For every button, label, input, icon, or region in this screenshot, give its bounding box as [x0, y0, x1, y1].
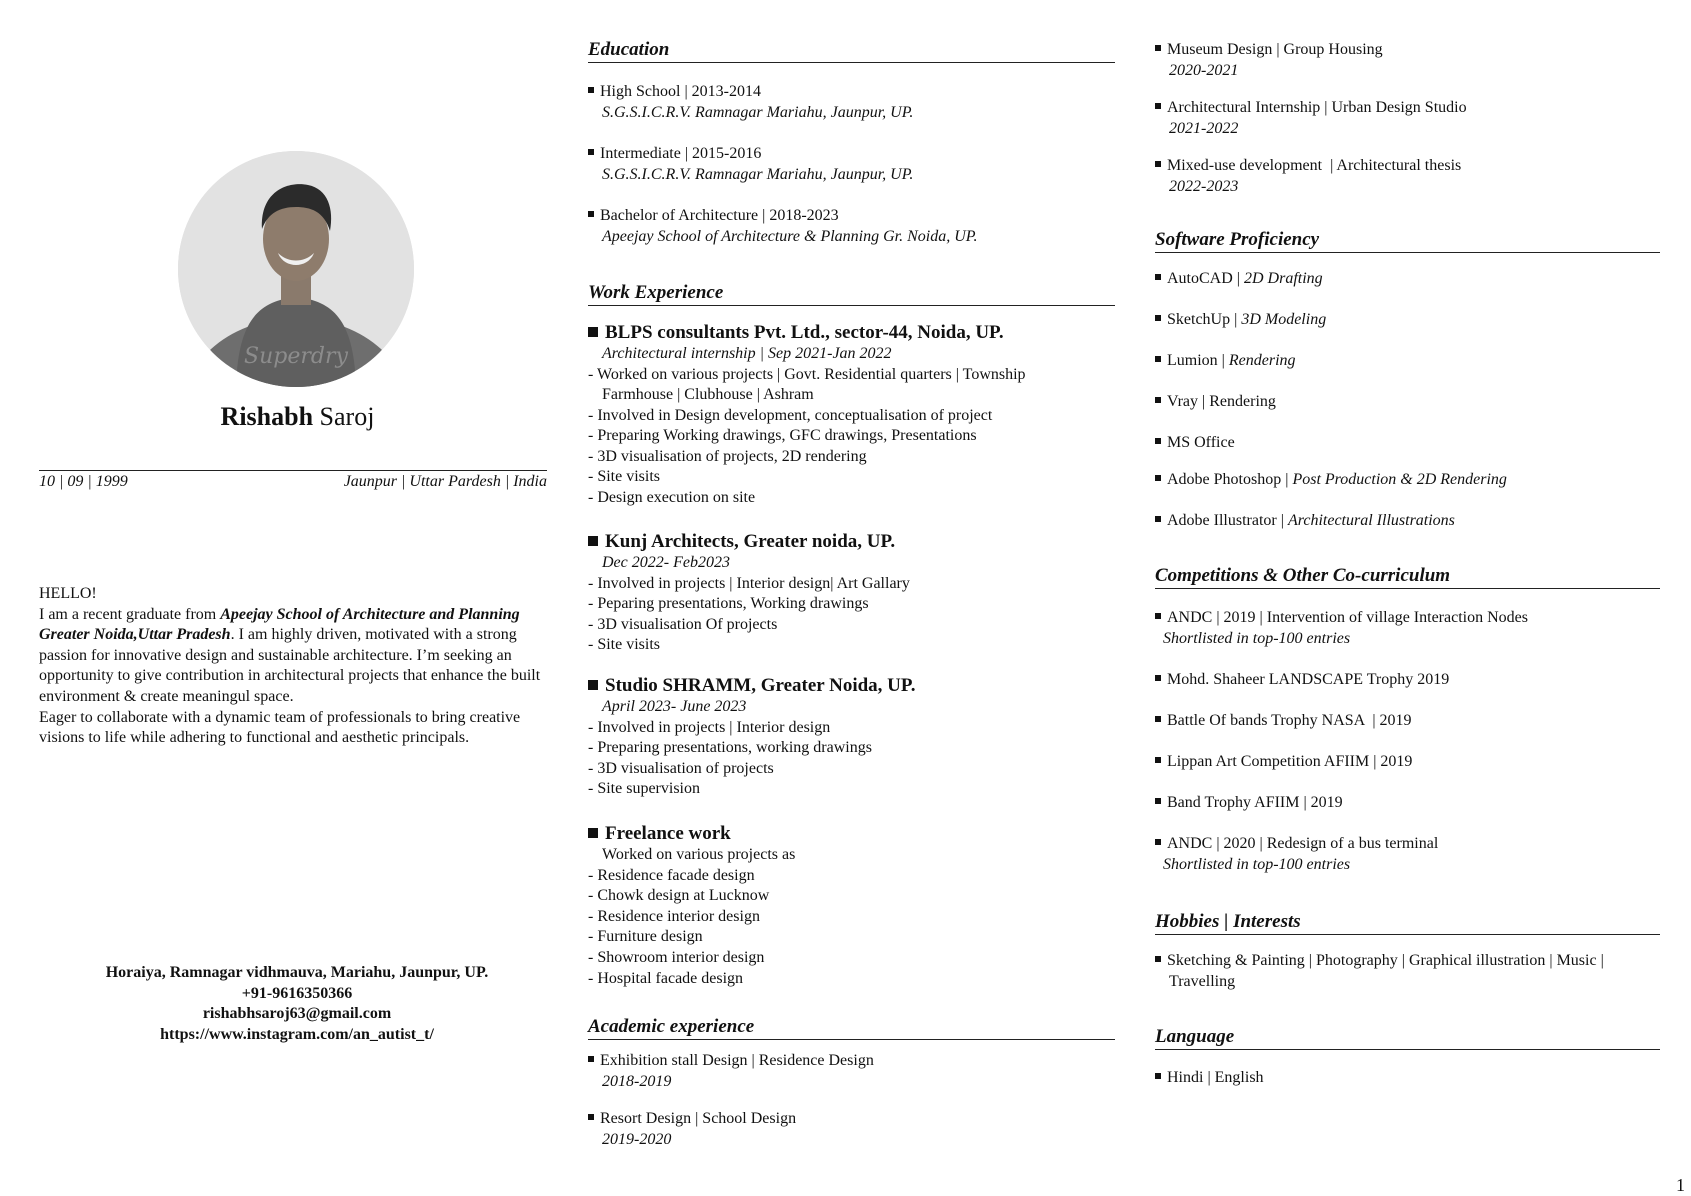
competition-item: [1155, 793, 1343, 814]
job-line: - Site visits: [588, 468, 661, 486]
bullet-icon: [588, 149, 594, 155]
job-line: - Chowk design at Lucknow: [588, 887, 770, 905]
job-line: - Site supervision: [588, 780, 700, 798]
bullet-icon: [588, 680, 598, 690]
software-item: [1155, 433, 1235, 454]
education-heading: Education: [588, 38, 1115, 63]
academic-year: 2020-2021: [1169, 61, 1239, 79]
software-detail: Rendering: [1209, 393, 1276, 410]
competition-head: Band Trophy AFIIM | 2019: [1167, 794, 1343, 811]
competition-head: Lippan Art Competition AFIIM | 2019: [1167, 753, 1413, 770]
home-location: Jaunpur | Uttar Pardesh | India: [343, 473, 547, 490]
software-sep: |: [1276, 512, 1288, 529]
competition-head: ANDC | 2019 | Intervention of village Interaction Nodes: [1167, 609, 1528, 626]
bullet-icon: [1155, 516, 1161, 522]
hobbies-line-1: Sketching & Painting | Photography | Graphical illustration | Music |: [1167, 952, 1604, 969]
software-sep: |: [1198, 393, 1210, 410]
software-detail: Rendering: [1228, 352, 1296, 369]
academic-head: Resort Design | School Design: [600, 1110, 797, 1127]
job-line: Farmhouse | Clubhouse | Ashram: [602, 386, 814, 404]
job-line: - Preparing presentations, working drawings: [588, 739, 872, 757]
first-name: Rishabh: [220, 402, 314, 431]
job-entry: [588, 675, 916, 800]
bullet-icon: [1155, 397, 1161, 403]
job-line: - Design execution on site: [588, 489, 756, 507]
bullet-icon: [588, 1056, 594, 1062]
job-company: Studio SHRAMM, Greater Noida, UP.: [605, 675, 916, 696]
bullet-icon: [1155, 613, 1161, 619]
academic-head: Exhibition stall Design | Residence Design: [600, 1052, 874, 1069]
job-line: - Involved in Design development, conceptualisation of project: [588, 406, 993, 424]
bullet-icon: [1155, 798, 1161, 804]
job-company: BLPS consultants Pvt. Ltd., sector-44, Noida, UP.: [605, 322, 1004, 343]
competition-item: [1155, 670, 1449, 691]
phone[interactable]: +91-9616350366: [241, 984, 353, 1002]
software-item: [1155, 470, 1507, 491]
job-line: - Involved in projects | Interior design| Art Gallary: [588, 574, 910, 592]
intro-post: . I am highly driven, motivated with a strong passion for innovative design and sustainable architecture. I’m seeking an opportunity to give contribution in architectural projects that enhance the built environment & create meaningul space.: [39, 626, 541, 705]
job-role: Architectural internship | Sep 2021-Jan 2022: [602, 345, 892, 362]
academic-item: [1155, 40, 1383, 81]
software-item: [1155, 511, 1455, 532]
instagram-link[interactable]: https://www.instagram.com/an_autist_t/: [160, 1026, 434, 1044]
job-entry: [588, 531, 910, 656]
software-item: [1155, 310, 1326, 331]
job-line: - 3D visualisation Of projects: [588, 615, 778, 633]
academic-head: Museum Design | Group Housing: [1167, 41, 1383, 58]
bullet-icon: [1155, 757, 1161, 763]
software-sep: |: [1230, 311, 1242, 328]
software-name: Vray: [1167, 393, 1199, 410]
software-item: [1155, 269, 1323, 290]
academic-year: 2018-2019: [602, 1072, 672, 1090]
competition-item: [1155, 608, 1528, 649]
software-name: MS Office: [1167, 434, 1235, 451]
bullet-icon: [1155, 45, 1161, 51]
academic-item: [588, 1109, 796, 1150]
software-detail: 2D Drafting: [1243, 270, 1323, 287]
job-entry: [588, 823, 795, 989]
academic-head: Mixed-use development | Architectural thesis: [1167, 157, 1462, 174]
hobbies-heading: Hobbies | Interests: [1155, 910, 1660, 935]
bullet-icon: [1155, 103, 1161, 109]
competition-item: [1155, 752, 1412, 773]
software-heading: Software Proficiency: [1155, 228, 1660, 253]
competition-head: ANDC | 2020 | Redesign of a bus terminal: [1167, 835, 1439, 852]
software-name: AutoCAD: [1167, 270, 1233, 287]
software-name: Lumion: [1167, 352, 1218, 369]
job-line: - Peparing presentations, Working drawings: [588, 595, 869, 613]
education-head: High School | 2013-2014: [600, 83, 761, 100]
intro-paragraph: [39, 605, 559, 708]
bullet-icon: [1155, 356, 1161, 362]
job-line: - Residence facade design: [588, 866, 755, 884]
software-name: SketchUp: [1167, 311, 1231, 328]
software-sep: |: [1232, 270, 1244, 287]
address: Horaiya, Ramnagar vidhmauva, Mariahu, Jaunpur, UP.: [105, 964, 489, 981]
academic-year: 2021-2022: [1169, 119, 1239, 137]
language-item: [1155, 1068, 1264, 1089]
education-school: S.G.S.I.C.R.V. Ramnagar Mariahu, Jaunpur, UP.: [602, 165, 914, 183]
education-item: [588, 206, 978, 247]
job-role: Dec 2022- Feb2023: [602, 554, 730, 571]
academic-heading: Academic experience: [588, 1015, 1115, 1040]
competition-item: [1155, 834, 1438, 875]
education-item: [588, 144, 913, 185]
software-sep: |: [1281, 471, 1293, 488]
bullet-icon: [1155, 274, 1161, 280]
bullet-icon: [588, 87, 594, 93]
bullet-icon: [1155, 161, 1161, 167]
language-heading: Language: [1155, 1025, 1660, 1050]
job-company: Freelance work: [605, 823, 731, 844]
profile-photo: [178, 151, 414, 387]
competition-head: Mohd. Shaheer LANDSCAPE Trophy 2019: [1167, 671, 1450, 688]
page-number: 1: [1676, 1175, 1685, 1195]
job-entry: [588, 322, 1026, 509]
last-name: Saroj: [319, 402, 375, 431]
job-role: Worked on various projects as: [602, 846, 796, 863]
software-name: Adobe Illustrator: [1167, 512, 1277, 529]
greeting: HELLO!: [39, 585, 97, 602]
job-line: - 3D visualisation of projects: [588, 759, 774, 777]
bullet-icon: [1155, 716, 1161, 722]
education-head: Bachelor of Architecture | 2018-2023: [600, 207, 839, 224]
software-item: [1155, 351, 1296, 372]
academic-item: [1155, 98, 1467, 139]
job-line: - Involved in projects | Interior design: [588, 718, 831, 736]
job-line: - Showroom interior design: [588, 948, 765, 966]
intro-pre: I am a recent graduate from: [39, 605, 221, 623]
svg-text:Superdry: Superdry: [244, 344, 348, 369]
bullet-icon: [1155, 1073, 1161, 1079]
bullet-icon: [1155, 315, 1161, 321]
intro-text: [39, 584, 559, 749]
info-divider: [39, 470, 547, 471]
bullet-icon: [1155, 839, 1161, 845]
bullet-icon: [1155, 438, 1161, 444]
intro-school: Apeejay School of Architecture and Planning Greater Noida,Uttar Pradesh: [39, 605, 520, 644]
academic-item: [588, 1051, 874, 1092]
language-value: Hindi | English: [1167, 1069, 1264, 1086]
job-company: Kunj Architects, Greater noida, UP.: [605, 531, 896, 552]
competition-note: Shortlisted in top-100 entries: [1163, 855, 1351, 873]
candidate-name: [0, 402, 595, 432]
job-line: - 3D visualisation of projects, 2D rendering: [588, 447, 867, 465]
software-sep: |: [1217, 352, 1229, 369]
job-line: - Residence interior design: [588, 907, 760, 925]
intro-paragraph-2: Eager to collaborate with a dynamic team of professionals to bring creative visions to life while adhering to functional and aesthetic principals.: [39, 708, 521, 747]
bullet-icon: [588, 327, 598, 337]
bullet-icon: [1155, 956, 1161, 962]
work-heading: Work Experience: [588, 281, 1115, 306]
bullet-icon: [1155, 675, 1161, 681]
software-detail: Post Production & 2D Rendering: [1292, 471, 1507, 488]
academic-item: [1155, 156, 1461, 197]
software-detail: Architectural Illustrations: [1287, 512, 1455, 529]
bullet-icon: [588, 1114, 594, 1120]
date-of-birth: 10 | 09 | 1999: [39, 473, 128, 490]
education-item: [588, 82, 913, 123]
job-line: - Site visits: [588, 636, 661, 654]
software-name: Adobe Photoshop: [1167, 471, 1282, 488]
bullet-icon: [588, 536, 598, 546]
competitions-heading: Competitions & Other Co-curriculum: [1155, 564, 1660, 589]
academic-head: Architectural Internship | Urban Design Studio: [1167, 99, 1467, 116]
hobbies-line-2: Travelling: [1169, 972, 1236, 990]
job-role: April 2023- June 2023: [602, 698, 747, 715]
academic-year: 2019-2020: [602, 1130, 672, 1148]
software-detail: 3D Modeling: [1241, 311, 1327, 328]
hobbies-item: [1155, 951, 1604, 992]
bullet-icon: [588, 828, 598, 838]
bullet-icon: [1155, 475, 1161, 481]
profile-photo-image: [178, 151, 414, 387]
education-head: Intermediate | 2015-2016: [600, 145, 762, 162]
job-line: - Worked on various projects | Govt. Residential quarters | Township: [588, 365, 1026, 383]
competition-item: [1155, 711, 1412, 732]
software-item: [1155, 392, 1276, 413]
bullet-icon: [588, 211, 594, 217]
education-school: Apeejay School of Architecture & Planning Gr. Noida, UP.: [602, 227, 978, 245]
competition-head: Battle Of bands Trophy NASA | 2019: [1167, 712, 1412, 729]
job-line: - Preparing Working drawings, GFC drawings, Presentations: [588, 427, 977, 445]
email[interactable]: rishabhsaroj63@gmail.com: [202, 1005, 392, 1023]
education-school: S.G.S.I.C.R.V. Ramnagar Mariahu, Jaunpur, UP.: [602, 103, 914, 121]
contact-block: [39, 963, 555, 1046]
job-line: - Furniture design: [588, 928, 703, 946]
job-line: - Hospital facade design: [588, 969, 744, 987]
academic-year: 2022-2023: [1169, 177, 1239, 195]
competition-note: Shortlisted in top-100 entries: [1163, 629, 1351, 647]
